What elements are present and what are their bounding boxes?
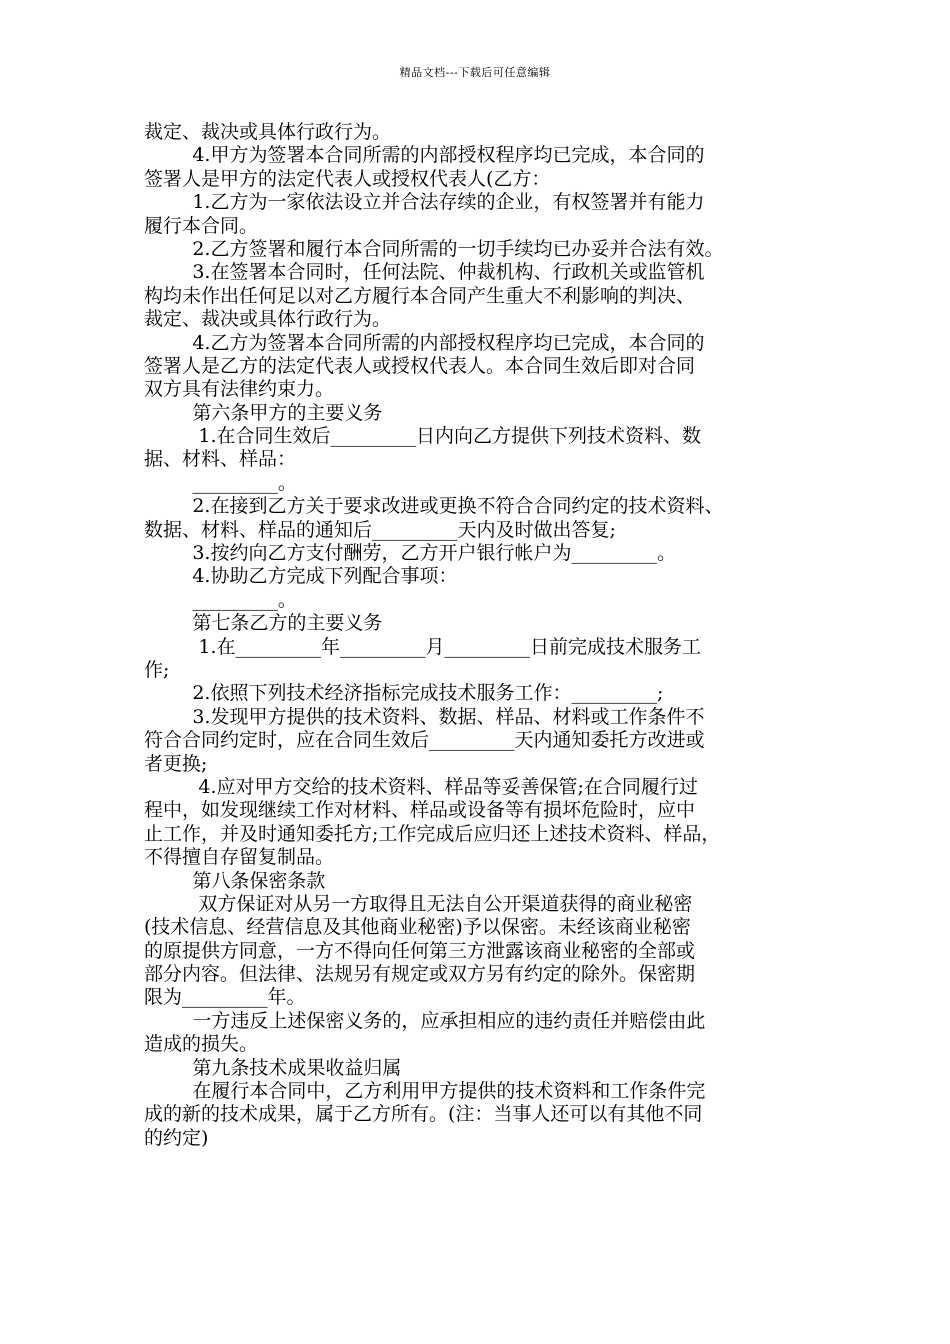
text-line: 1.在合同生效后_________日内向乙方提供下列技术资料、数	[144, 425, 701, 448]
text-line: 2.在接到乙方关于要求改进或更换不符合合同约定的技术资料、	[144, 495, 724, 518]
text-line: 裁定、裁决或具体行政行为。	[144, 121, 392, 143]
text-line: 造成的损失。	[144, 1033, 259, 1056]
text-line: 不得擅自存留复制品。	[144, 846, 335, 869]
text-line: 2.依照下列技术经济指标完成技术服务工作：_________;	[144, 682, 664, 705]
section-heading: 第八条保密条款	[144, 869, 326, 892]
text-line: 3.在签署本合同时，任何法院、仲裁机构、行政机关或监管机	[144, 261, 705, 284]
text-line: 签署人是乙方的法定代表人或授权代表人。本合同生效后即对合同	[144, 354, 696, 377]
section-heading: 第七条乙方的主要义务	[144, 612, 383, 635]
text-line: 止工作，并及时通知委托方;工作完成后应归还上述技术资料、样品，	[144, 822, 721, 845]
text-line: 的约定)	[144, 1126, 209, 1149]
text-line: 签署人是甲方的法定代表人或授权代表人(乙方：	[144, 167, 551, 190]
section-heading: 第六条甲方的主要义务	[144, 401, 383, 424]
text-line: 裁定、裁决或具体行政行为。	[144, 308, 392, 331]
text-line: 4.应对甲方交给的技术资料、样品等妥善保管;在合同履行过	[144, 775, 698, 798]
text-line: 限为_________年。	[144, 986, 306, 1009]
text-line: 双方具有法律约束力。	[144, 378, 335, 401]
text-line: 成的新的技术成果，属于乙方所有。(注：当事人还可以有其他不同	[144, 1103, 703, 1126]
text-line: 3.按约向乙方支付酬劳，乙方开户银行帐户为_________。	[144, 542, 676, 565]
text-line: _________。	[144, 471, 297, 494]
document-body	[144, 121, 820, 1150]
text-line: 者更换;	[144, 752, 208, 775]
text-line: 数据、材料、样品的通知后_________天内及时做出答复;	[144, 518, 616, 541]
text-line: 1.在_________年_________月_________日前完成技术服务工	[144, 635, 701, 658]
text-line: 据、材料、样品：	[144, 448, 297, 471]
page-header: 精品文档---下载后可任意编辑	[399, 66, 551, 79]
text-line: 双方保证对从另一方取得且无法自公开渠道获得的商业秘密	[144, 892, 693, 915]
text-line: 3.发现甲方提供的技术资料、数据、样品、材料或工作条件不	[144, 705, 705, 728]
text-line: 的原提供方同意，一方不得向任何第三方泄露该商业秘密的全部或	[144, 939, 696, 962]
text-line: 作;	[144, 658, 170, 681]
text-line: (技术信息、经营信息及其他商业秘密)予以保密。未经该商业秘密	[144, 916, 691, 939]
section-heading: 第九条技术成果收益归属	[144, 1056, 402, 1079]
text-line: 2.乙方签署和履行本合同所需的一切手续均已办妥并合法有效。	[144, 237, 724, 260]
text-line: 4.协助乙方完成下列配合事项：	[144, 565, 458, 588]
text-line: 在履行本合同中，乙方利用甲方提供的技术资料和工作条件完	[144, 1080, 706, 1103]
text-line: 符合合同约定时，应在合同生效后_________天内通知委托方改进或	[144, 729, 705, 752]
text-line: _________。	[144, 588, 297, 611]
text-line: 4.乙方为签署本合同所需的内部授权程序均已完成，本合同的	[144, 331, 705, 354]
text-line: 程中，如发现继续工作对材料、样品或设备等有损坏危险时，应中	[144, 799, 696, 822]
text-line: 部分内容。但法律、法规另有规定或双方另有约定的除外。保密期	[144, 963, 696, 986]
text-line: 构均未作出任何足以对乙方履行本合同产生重大不利影响的判决、	[144, 284, 696, 307]
text-line: 4.甲方为签署本合同所需的内部授权程序均已完成，本合同的	[144, 144, 705, 167]
text-line: 1.乙方为一家依法设立并合法存续的企业，有权签署并有能力	[144, 191, 705, 214]
text-line: 履行本合同。	[144, 214, 259, 237]
text-line: 一方违反上述保密义务的，应承担相应的违约责任并赔偿由此	[144, 1009, 706, 1032]
